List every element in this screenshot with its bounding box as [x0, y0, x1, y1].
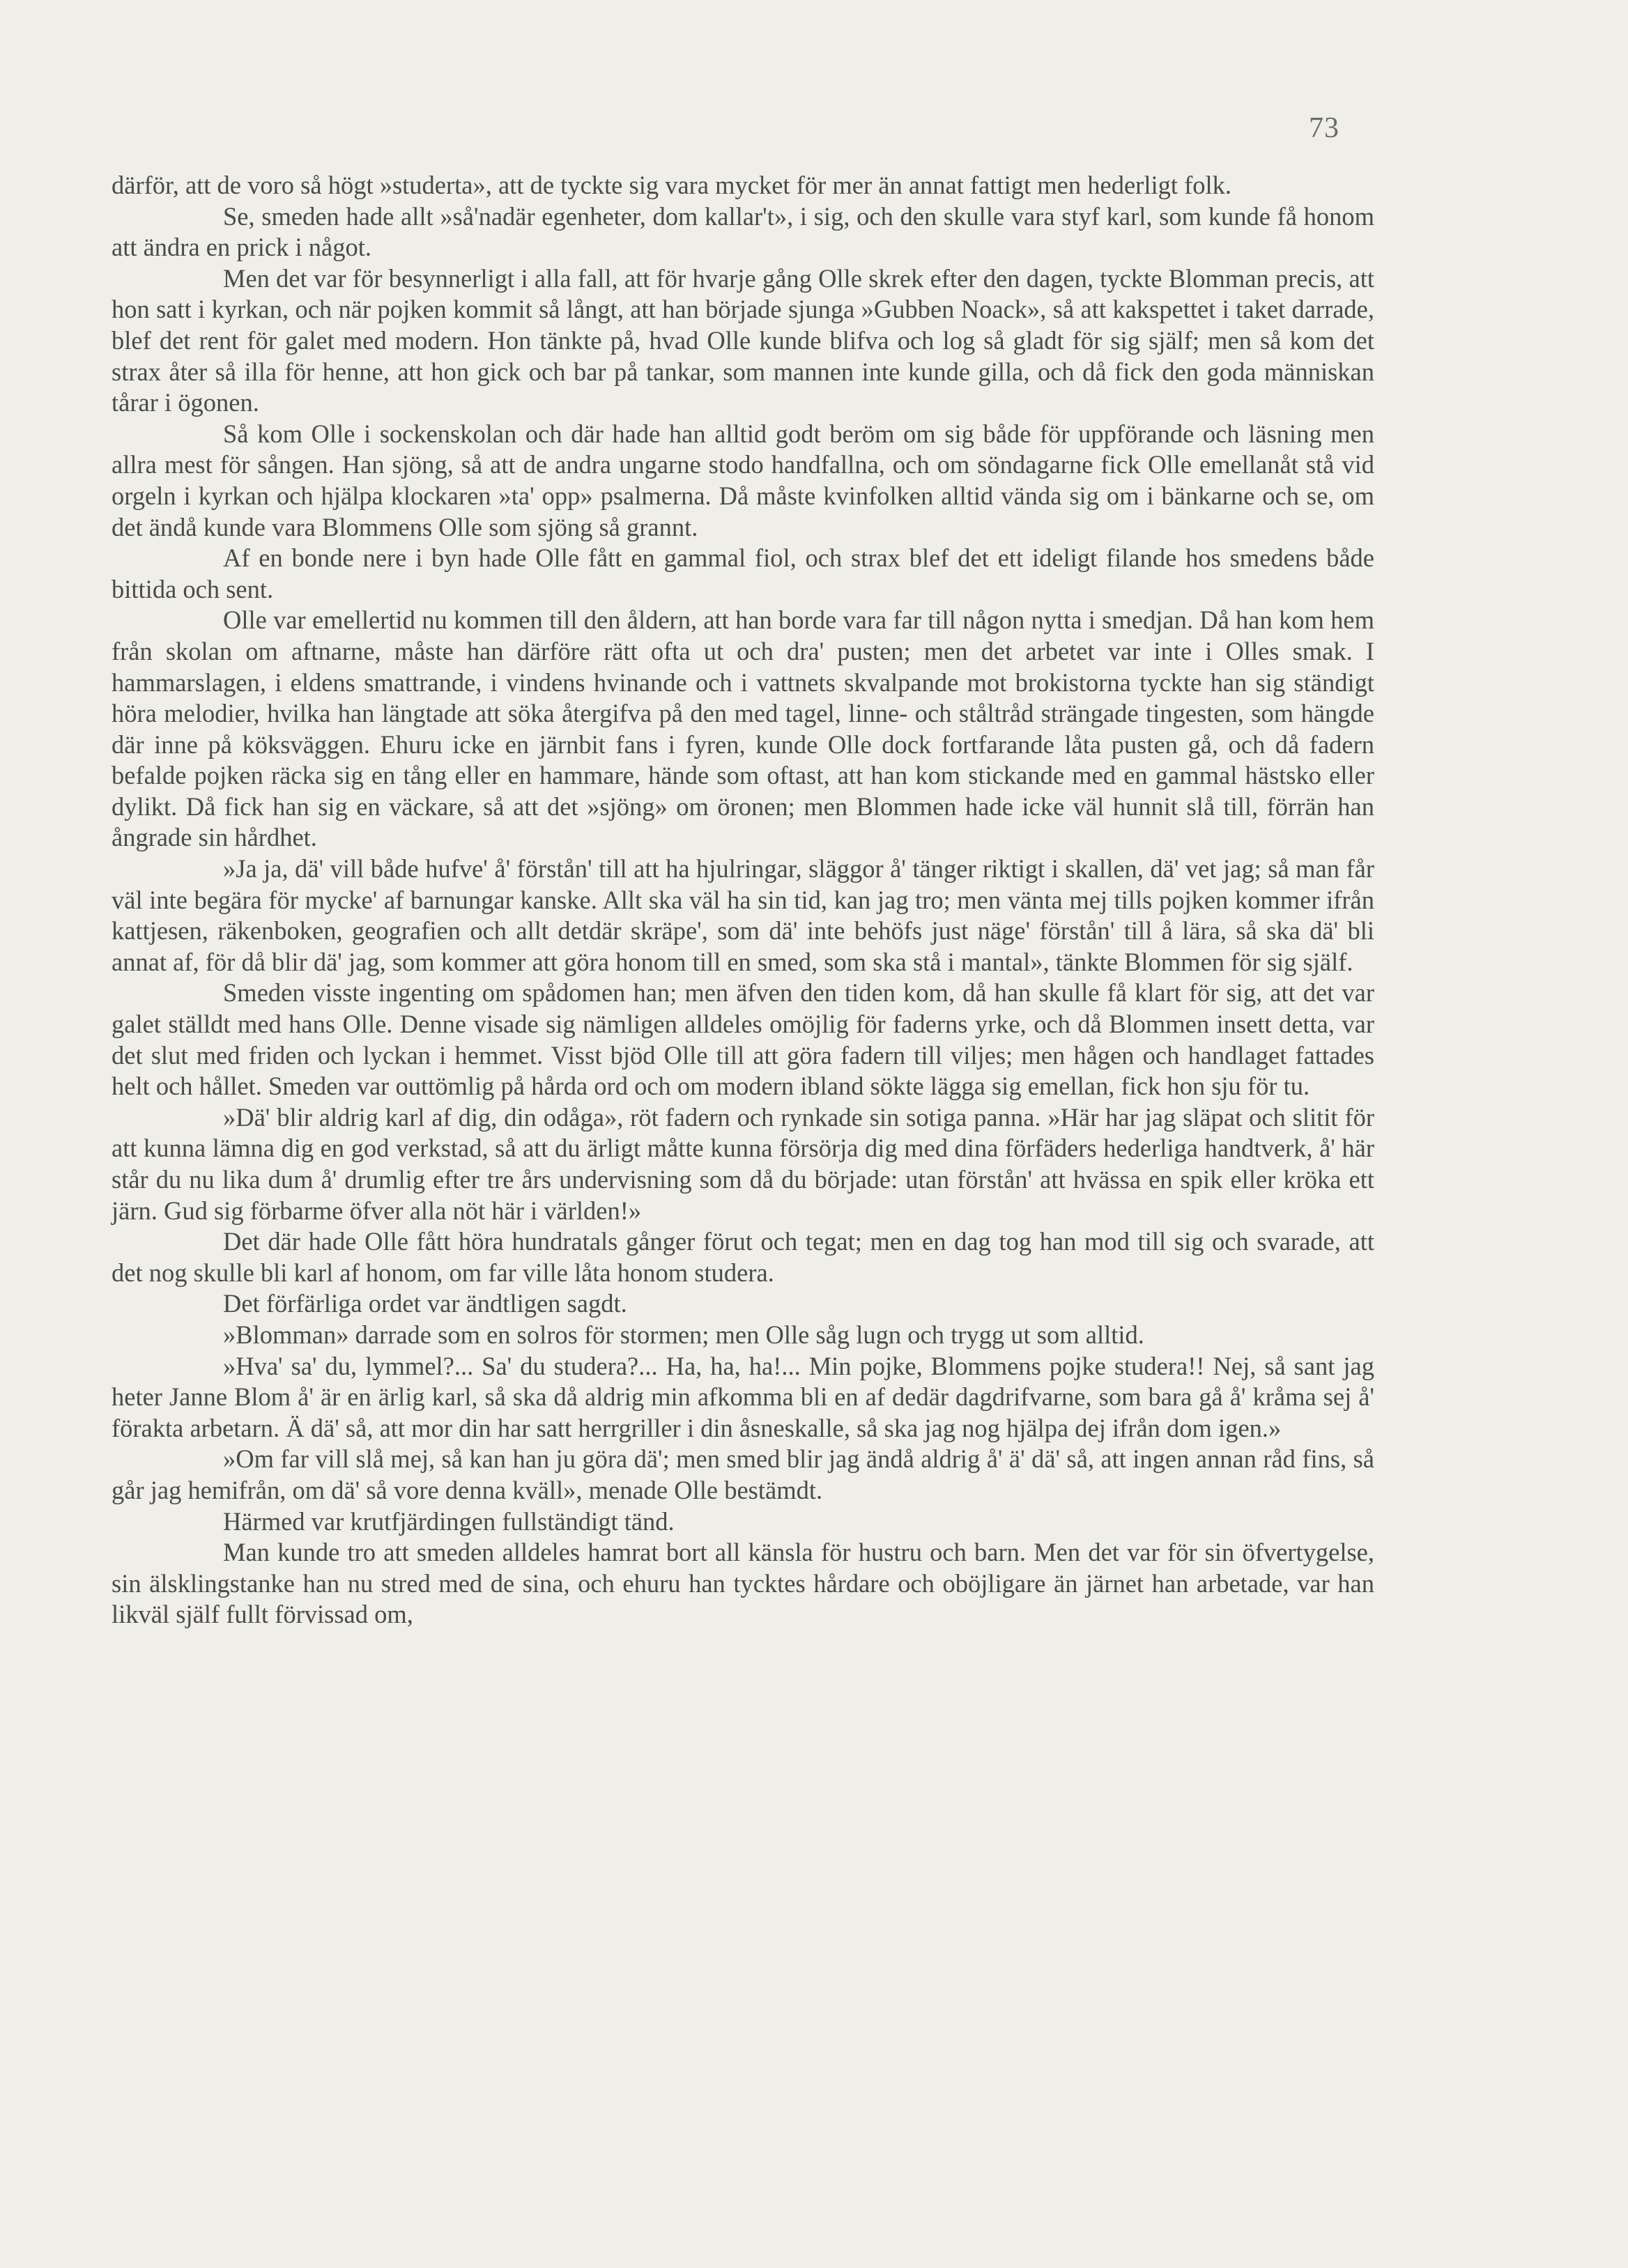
- paragraph: »Blomman» darrade som en solros för stormen; men Olle såg lugn och trygg ut som alltid.: [223, 1320, 1144, 1349]
- paragraph: Härmed var krutfjärdingen fullständigt tänd.: [223, 1506, 675, 1536]
- body-text: [112, 170, 1374, 1630]
- paragraph: Så kom Olle i sockenskolan och där hade han alltid godt beröm om sig både för uppförande och läsning men allra mest för sången. Han sjöng, så att de andra ungarne stodo handfallna, och om söndagarne fick Olle emellanåt stå vid orgeln i kyrkan och hjälpa klockaren »ta' opp» psalmerna. Då måste kvinfolken alltid vända sig om i bänkarne och se, om det ändå kunde vara Blommens Olle som sjöng så grannt.: [112, 419, 1374, 541]
- paragraph: Smeden visste ingenting om spådomen han; men äfven den tiden kom, då han skulle få klart för sig, att det var galet ställdt med hans Olle. Denne visade sig nämligen alldeles omöjlig för faderns yrke, och då Blommen insett detta, var det slut med friden och lyckan i hemmet. Visst bjöd Olle till att göra fadern till viljes; men hågen och handlaget fattades helt och hållet. Smeden var outtömlig på hårda ord och om modern ibland sökte lägga sig emellan, fick hon sju för tu.: [112, 978, 1374, 1101]
- paragraph: Man kunde tro att smeden alldeles hamrat bort all känsla för hustru och barn. Men det var för sin öfvertygelse, sin älsklingstanke han nu stred med de sina, och ehuru han tycktes hårdare och oböjligare än järnet han arbetade, var han likväl själf fullt förvissad om,: [112, 1538, 1374, 1629]
- paragraph: »Dä' blir aldrig karl af dig, din odåga», röt fadern och rynkade sin sotiga panna. »Här har jag släpat och slitit för att kunna lämna dig en god verkstad, så att du ärligt måtte kunna försörja dig med dina förfäders hederliga handtverk, å' här står du nu lika dum å' drumlig efter tre års undervisning som då du började: utan förstån' att hvässa en spik eller kröka ett järn. Gud sig förbarme öfver alla nöt här i världen!»: [112, 1102, 1374, 1225]
- paragraph: Men det var för besynnerligt i alla fall, att för hvarje gång Olle skrek efter den dagen, tyckte Blomman precis, att hon satt i kyrkan, och när pojken kommit så långt, att han började sjunga »Gubben Noack», så att kakspettet i taket darrade, blef det rent för galet med modern. Hon tänkte på, hvad Olle kunde blifva och log så gladt för sig själf; men så kom det strax åter så illa för henne, att hon gick och bar på tankar, som mannen inte kunde gilla, och då fick den goda människan tårar i ögonen.: [112, 263, 1374, 417]
- paragraph: Det där hade Olle fått höra hundratals gånger förut och tegat; men en dag tog han mod till sig och svarade, att det nog skulle bli karl af honom, om far ville låta honom studera.: [112, 1227, 1374, 1287]
- paragraph: Af en bonde nere i byn hade Olle fått en gammal fiol, och strax blef det ett ideligt filande hos smedens både bittida och sent.: [112, 543, 1374, 603]
- paragraph: »Hva' sa' du, lymmel?... Sa' du studera?... Ha, ha, ha!... Min pojke, Blommens pojke studera!! Nej, så sant jag heter Janne Blom å' är en ärlig karl, så ska då aldrig min afkomma bli en af dedär dagdrifvarne, som bara gå å' kråma sej å' förakta arbetarn. Ä dä' så, att mor din har satt herrgriller i din åsneskalle, så ska jag nog hjälpa dej ifrån dom igen.»: [112, 1351, 1374, 1442]
- paragraph: Det förfärliga ordet var ändtligen sagdt.: [223, 1289, 627, 1318]
- paragraph: Olle var emellertid nu kommen till den åldern, att han borde vara far till någon nytta i smedjan. Då han kom hem från skolan om aftnarne, måste han därföre rätt ofta ut och dra' pusten; men det arbetet var inte i Olles smak. I hammarslagen, i eldens smattrande, i vindens hvinande och i vattnets skvalpande mot brokistorna tyckte han sig ständigt höra melodier, hvilka han längtade att söka återgifva på den med tagel, linne- och ståltråd strängade tingesten, som hängde där inne på köksväggen. Ehuru icke en järnbit fans i fyren, kunde Olle dock fortfarande låta pusten gå, och då fadern befalde pojken räcka sig en tång eller en hammare, hände som oftast, att han kom stickande med en gammal hästsko eller dylikt. Då fick han sig en väckare, så att det »sjöng» om öronen; men Blommen hade icke väl hunnit slå till, förrän han ångrade sin hårdhet.: [112, 605, 1374, 852]
- page-number: 73: [1309, 112, 1339, 144]
- paragraph: Se, smeden hade allt »så'nadär egenheter, dom kallar't», i sig, och den skulle vara styf karl, som kunde få honom att ändra en prick i något.: [112, 201, 1374, 262]
- paragraph: därför, att de voro så högt »studerta», att de tyckte sig vara mycket för mer än annat fattigt men hederligt folk.: [112, 171, 1232, 199]
- paragraph: »Om far vill slå mej, så kan han ju göra dä'; men smed blir jag ändå aldrig å' ä' dä' så, att ingen annan råd fins, så går jag hemifrån, om dä' så vore denna kväll», menade Olle bestämdt.: [112, 1444, 1374, 1504]
- paragraph: »Ja ja, dä' vill både hufve' å' förstån' till att ha hjulringar, släggor å' tänger riktigt i skallen, dä' vet jag; så man får väl inte begära för mycke' af barnungar kanske. Allt ska väl ha sin tid, kan jag tro; men vänta mej tills pojken kommer ifrån kattjesen, räkenboken, geografien och allt detdär skräpe', som dä' inte behöfs just näge' förstån' till å lära, så ska dä' bli annat af, för då blir dä' jag, som kommer att göra honom till en smed, som ska stå i mantal», tänkte Blommen för sig själf.: [112, 854, 1374, 976]
